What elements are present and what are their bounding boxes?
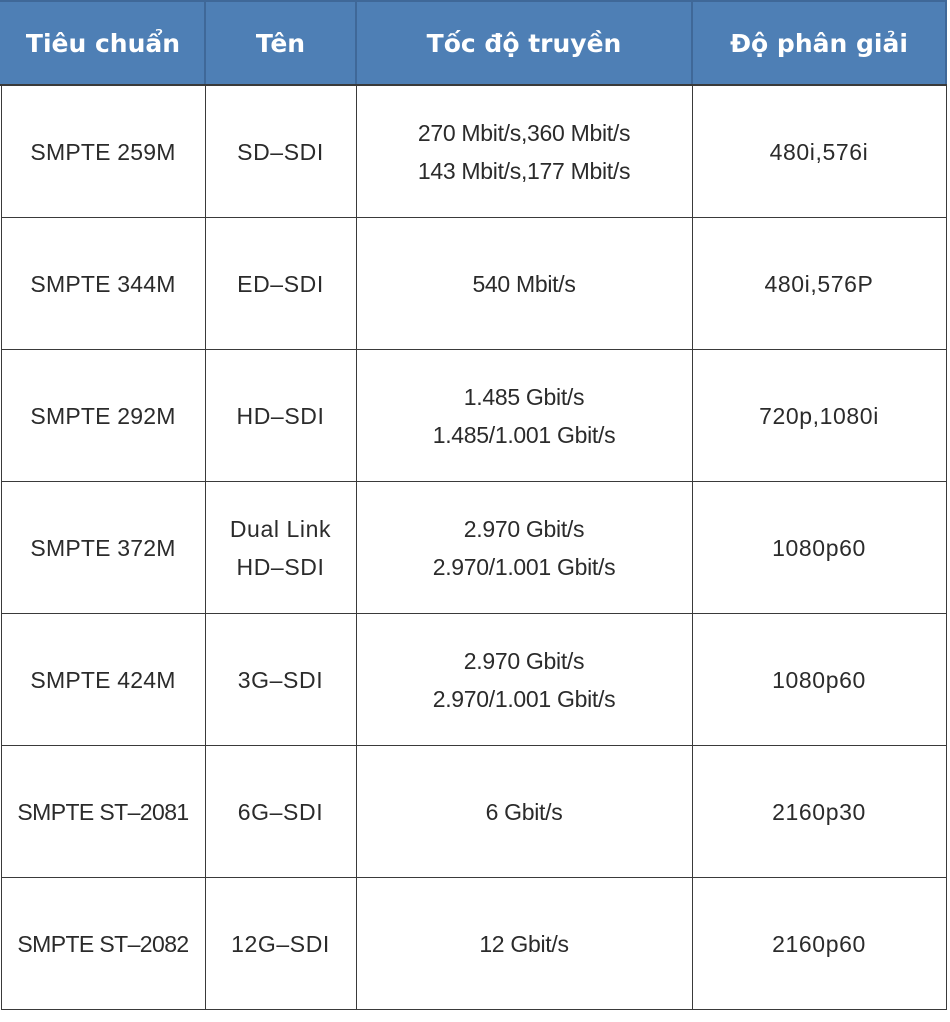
cell-speed: [356, 878, 692, 1010]
cell-resolution: 720p,1080i: [692, 350, 946, 482]
cell-speed: [356, 218, 692, 350]
column-header-standard: Tiêu chuẩn: [1, 1, 205, 85]
cell-speed-line: 6 Gbit/s: [485, 798, 563, 825]
cell-name: [205, 218, 356, 350]
cell-speed-line: 270 Mbit/s,360 Mbit/s: [417, 119, 631, 146]
cell-standard: SMPTE 424M: [1, 614, 205, 746]
cell-name: [205, 746, 356, 878]
cell-name-line: HD–SDI: [236, 553, 325, 580]
cell-name-line: HD–SDI: [236, 402, 325, 429]
cell-resolution: 1080p60: [692, 482, 946, 614]
table-row: [1, 218, 946, 350]
cell-speed: [356, 482, 692, 614]
cell-speed-line: 540 Mbit/s: [472, 270, 576, 297]
table-row: [1, 614, 946, 746]
cell-resolution: 480i,576i: [692, 85, 946, 218]
cell-name-line: 12G–SDI: [231, 930, 330, 957]
table-row: [1, 746, 946, 878]
table-header-row: [1, 1, 946, 85]
cell-speed-line: 2.970/1.001 Gbit/s: [432, 685, 616, 712]
cell-speed: [356, 746, 692, 878]
cell-speed: [356, 350, 692, 482]
cell-name-line: SD–SDI: [237, 138, 324, 165]
cell-resolution: 480i,576P: [692, 218, 946, 350]
cell-standard: SMPTE 344M: [1, 218, 205, 350]
table-row: [1, 85, 946, 218]
table-row: [1, 878, 946, 1010]
cell-name-line: 3G–SDI: [237, 666, 324, 693]
cell-name: [205, 350, 356, 482]
cell-standard: SMPTE 372M: [1, 482, 205, 614]
cell-resolution: 2160p60: [692, 878, 946, 1010]
table-body: [1, 85, 946, 1010]
cell-name: [205, 85, 356, 218]
cell-speed-line: 2.970 Gbit/s: [463, 647, 585, 674]
column-header-speed: Tốc độ truyền: [356, 1, 692, 85]
table-row: [1, 482, 946, 614]
cell-standard: SMPTE ST–2082: [1, 878, 205, 1010]
cell-name: [205, 878, 356, 1010]
cell-speed: [356, 614, 692, 746]
cell-resolution: 2160p30: [692, 746, 946, 878]
cell-name-line: 6G–SDI: [237, 798, 324, 825]
table-row: [1, 350, 946, 482]
cell-name: [205, 614, 356, 746]
cell-speed: [356, 85, 692, 218]
cell-speed-line: 12 Gbit/s: [479, 930, 569, 957]
cell-name: [205, 482, 356, 614]
column-header-name: Tên: [205, 1, 356, 85]
cell-standard: SMPTE 259M: [1, 85, 205, 218]
column-header-resolution: Độ phân giải: [692, 1, 946, 85]
cell-speed-line: 1.485 Gbit/s: [463, 383, 585, 410]
cell-name-line: ED–SDI: [237, 270, 324, 297]
cell-speed-line: 143 Mbit/s,177 Mbit/s: [417, 157, 631, 184]
cell-name-line: Dual Link: [229, 515, 332, 542]
cell-speed-line: 2.970 Gbit/s: [463, 515, 585, 542]
cell-speed-line: 1.485/1.001 Gbit/s: [432, 421, 616, 448]
cell-speed-line: 2.970/1.001 Gbit/s: [432, 553, 616, 580]
cell-standard: SMPTE 292M: [1, 350, 205, 482]
cell-standard: SMPTE ST–2081: [1, 746, 205, 878]
cell-resolution: 1080p60: [692, 614, 946, 746]
